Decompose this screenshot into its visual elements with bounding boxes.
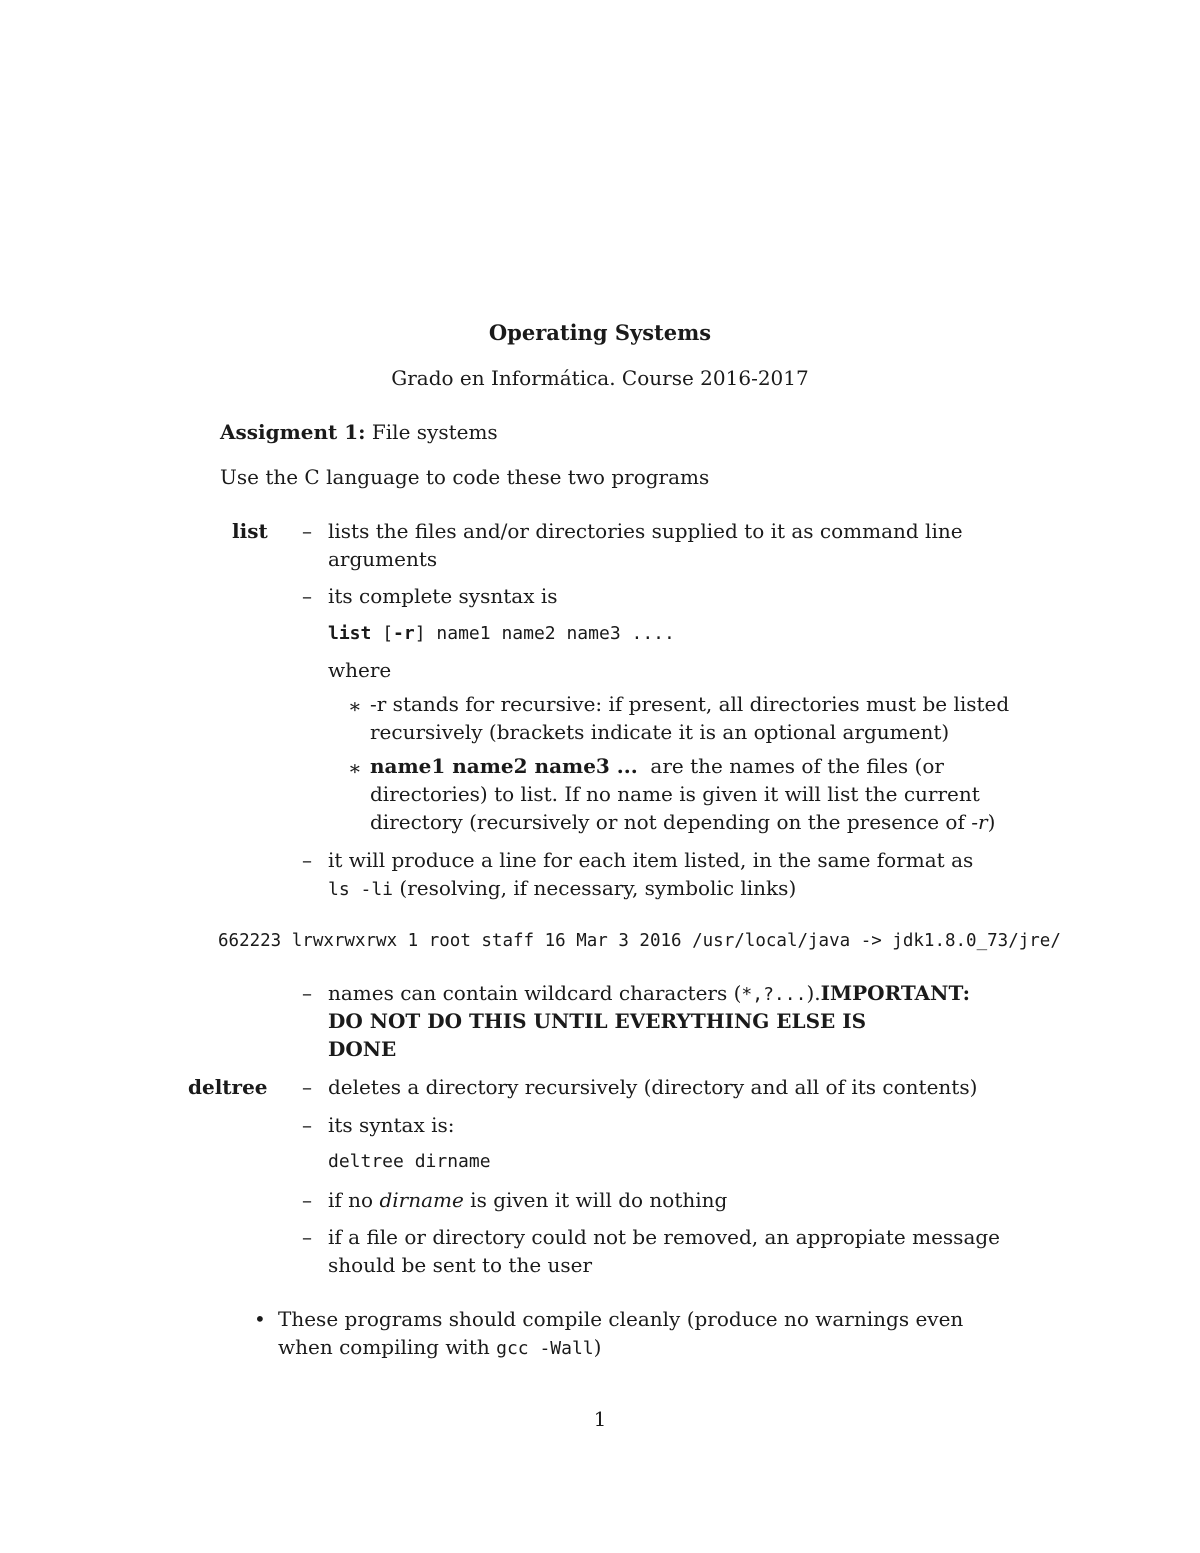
syntax-opt-open: [ bbox=[382, 623, 394, 644]
important-label: IMPORTANT: bbox=[820, 981, 970, 1005]
names-rest: are the names of the files (or bbox=[650, 754, 944, 778]
ls-code: ls -li bbox=[328, 879, 394, 900]
names-line2: directories) to list. If no name is given it will list the current bbox=[370, 782, 980, 806]
gcc-code: gcc -Wall bbox=[496, 1338, 594, 1359]
names-bold: name1 name2 name3 ... bbox=[370, 754, 638, 778]
document-subtitle: Grado en Informática. Course 2016-2017 bbox=[391, 366, 809, 390]
option-r-line1: -r stands for recursive: if present, all directories must be listed bbox=[370, 692, 1010, 716]
dash-bullet: – bbox=[302, 848, 312, 872]
warning-line2: DO NOT DO THIS UNTIL EVERYTHING ELSE IS bbox=[328, 1009, 867, 1033]
deltree-error-line1: if a file or directory could not be removed, an appropiate message bbox=[328, 1225, 1001, 1249]
no-arg-it: dirname bbox=[379, 1188, 464, 1212]
page-number: 1 bbox=[593, 1407, 607, 1431]
dash-bullet: – bbox=[302, 1225, 312, 1249]
syntax-opt: -r bbox=[393, 623, 415, 644]
no-arg-pre: if no bbox=[328, 1188, 380, 1212]
names-line1 bbox=[370, 754, 944, 778]
deltree-no-arg bbox=[328, 1188, 727, 1212]
round-bullet: • bbox=[254, 1307, 266, 1331]
document-title: Operating Systems bbox=[488, 320, 712, 345]
option-r-line2: recursively (brackets indicate it is an optional argument) bbox=[370, 720, 950, 744]
format-line2 bbox=[328, 876, 796, 900]
no-arg-post: is given it will do nothing bbox=[463, 1188, 728, 1212]
deltree-error-line2: should be sent to the user bbox=[328, 1253, 593, 1277]
deltree-syntax-code: deltree dirname bbox=[328, 1151, 491, 1172]
warning-line3: DONE bbox=[328, 1037, 397, 1061]
names-line3-post: ) bbox=[987, 810, 996, 834]
dash-bullet: – bbox=[302, 981, 312, 1005]
dash-bullet: – bbox=[302, 1113, 312, 1137]
names-line3-it: -r bbox=[971, 810, 988, 834]
wildcard-line1 bbox=[328, 981, 970, 1005]
dash-bullet: – bbox=[302, 1075, 312, 1099]
deltree-syntax-intro: its syntax is: bbox=[328, 1113, 455, 1137]
dash-bullet: – bbox=[302, 519, 312, 543]
assignment-topic: File systems bbox=[371, 420, 498, 444]
deltree-desc: deletes a directory recursively (directory and all of its contents) bbox=[328, 1075, 978, 1099]
assignment-label: Assigment 1: bbox=[220, 420, 366, 444]
dash-bullet: – bbox=[302, 1188, 312, 1212]
syntax-cmd: list bbox=[328, 623, 372, 644]
assignment-heading bbox=[220, 420, 498, 444]
compile-note-line1: These programs should compile cleanly (produce no warnings even bbox=[278, 1307, 964, 1331]
example-output: 662223 lrwxrwxrwx 1 root staff 16 Mar 3 2016 /usr/local/java -> jdk1.8.0_73/jre/ bbox=[218, 931, 1061, 951]
star-bullet: ∗ bbox=[348, 756, 362, 780]
compile-note-post: ) bbox=[593, 1335, 602, 1359]
where-text: where bbox=[328, 658, 392, 682]
compile-note-line2 bbox=[278, 1335, 601, 1359]
wildcard-pre: names can contain wildcard characters ( bbox=[328, 981, 742, 1005]
syntax-rest: name1 name2 name3 .... bbox=[436, 623, 675, 644]
format-line2-rest: (resolving, if necessary, symbolic links) bbox=[399, 876, 797, 900]
list-label: list bbox=[232, 519, 268, 543]
format-line1: it will produce a line for each item listed, in the same format as bbox=[328, 848, 974, 872]
wildcard-post: ). bbox=[806, 981, 821, 1005]
list-syntax-intro: its complete sysntax is bbox=[328, 584, 558, 608]
list-desc-line1: lists the files and/or directories supplied to it as command line bbox=[328, 519, 963, 543]
dash-bullet: – bbox=[302, 584, 312, 608]
intro-text: Use the C language to code these two programs bbox=[220, 465, 710, 489]
deltree-label: deltree bbox=[188, 1075, 268, 1099]
names-line3 bbox=[370, 810, 995, 834]
wildcard-code: *,?... bbox=[741, 984, 807, 1005]
list-syntax-code bbox=[328, 623, 675, 644]
list-desc-line2: arguments bbox=[328, 547, 438, 571]
compile-note-pre: when compiling with bbox=[278, 1335, 497, 1359]
names-line3-pre: directory (recursively or not depending on the presence of bbox=[370, 810, 972, 834]
syntax-opt-close: ] bbox=[414, 623, 426, 644]
star-bullet: ∗ bbox=[348, 694, 362, 718]
